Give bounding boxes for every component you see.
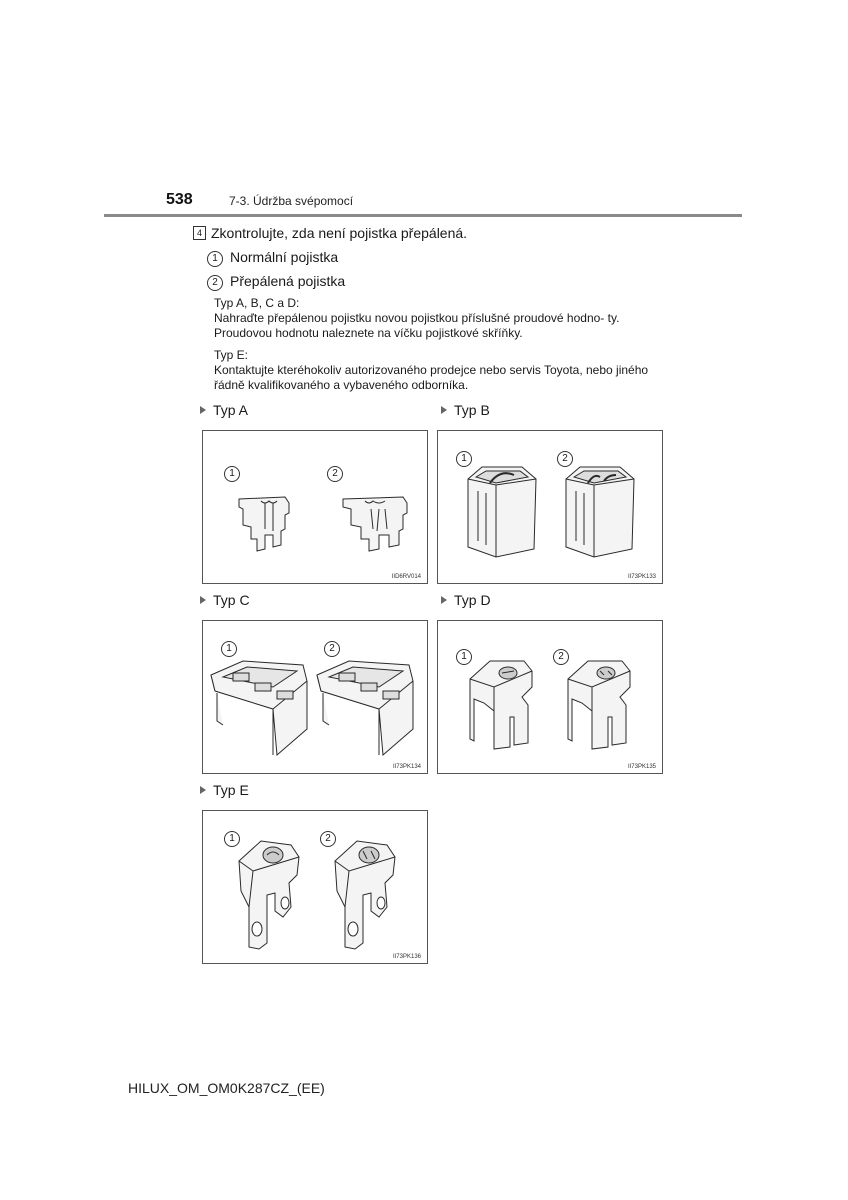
figure-code: II73PK136: [392, 954, 421, 960]
triangle-bullet-icon: [200, 406, 206, 414]
fuse-type-b-illustration: [438, 431, 662, 583]
legend-normal-text: Normální pojistka: [230, 249, 339, 265]
triangle-bullet-icon: [200, 786, 206, 794]
figure-type-b: [437, 430, 663, 584]
figure-code: IID6RV014: [391, 574, 421, 580]
triangle-bullet-icon: [441, 406, 447, 414]
type-e-text: Typ E: [213, 782, 249, 798]
legend-normal: [207, 249, 338, 267]
document-code: HILUX_OM_OM0K287CZ_(EE): [128, 1080, 325, 1096]
label-type-c: [200, 592, 250, 608]
figure-type-e: [202, 810, 428, 964]
figure-code: II73PK133: [627, 574, 656, 580]
figure-type-c: [202, 620, 428, 774]
instructions-abcd: [214, 296, 660, 341]
e-text: Kontaktujte kteréhokoliv autorizovaného prodejce nebo servis Toyota, nebo jiného řádně kvalifikovaného a vybaveného odborníka.: [214, 363, 649, 392]
section-title: 7-3. Údržba svépomocí: [229, 194, 354, 208]
marker-1: 1: [456, 451, 472, 467]
figure-code: II73PK135: [627, 764, 656, 770]
marker-1: 1: [224, 831, 240, 847]
marker-2: 2: [557, 451, 573, 467]
marker-1: 1: [224, 466, 240, 482]
instructions-e: [214, 348, 660, 393]
type-a-text: Typ A: [213, 402, 249, 418]
step-number-box: 4: [193, 226, 206, 240]
label-type-e: [200, 782, 249, 798]
header-rule: [104, 214, 742, 217]
marker-2: 2: [207, 275, 223, 291]
figure-type-d: [437, 620, 663, 774]
marker-1: 1: [207, 251, 223, 267]
page-number: 538: [166, 191, 193, 208]
fuse-type-c-illustration: [203, 621, 427, 773]
legend-blown-text: Přepálená pojistka: [230, 273, 346, 289]
marker-1: 1: [221, 641, 237, 657]
fuse-type-d-illustration: [438, 621, 662, 773]
marker-1: 1: [456, 649, 472, 665]
step-text: Zkontrolujte, zda není pojistka přepálená.: [211, 225, 468, 241]
marker-2: 2: [324, 641, 340, 657]
triangle-bullet-icon: [441, 596, 447, 604]
type-b-text: Typ B: [454, 402, 490, 418]
label-type-d: [441, 592, 491, 608]
abcd-heading: Typ A, B, C a D:: [214, 296, 300, 310]
e-heading: Typ E:: [214, 348, 249, 362]
label-type-a: [200, 402, 248, 418]
marker-2: 2: [320, 831, 336, 847]
step-row: [193, 225, 467, 241]
figure-type-a: [202, 430, 428, 584]
type-d-text: Typ D: [454, 592, 491, 608]
legend-blown: [207, 273, 345, 291]
type-c-text: Typ C: [213, 592, 250, 608]
label-type-b: [441, 402, 490, 418]
triangle-bullet-icon: [200, 596, 206, 604]
figure-code: II73PK134: [392, 764, 421, 770]
marker-2: 2: [553, 649, 569, 665]
abcd-text: Nahraďte přepálenou pojistku novou pojistkou příslušné proudové hodno- ty. Proudovou hodnotu naleznete na víčku pojistkové skříňky.: [214, 311, 620, 340]
fuse-type-a-illustration: [203, 431, 427, 583]
marker-2: 2: [327, 466, 343, 482]
